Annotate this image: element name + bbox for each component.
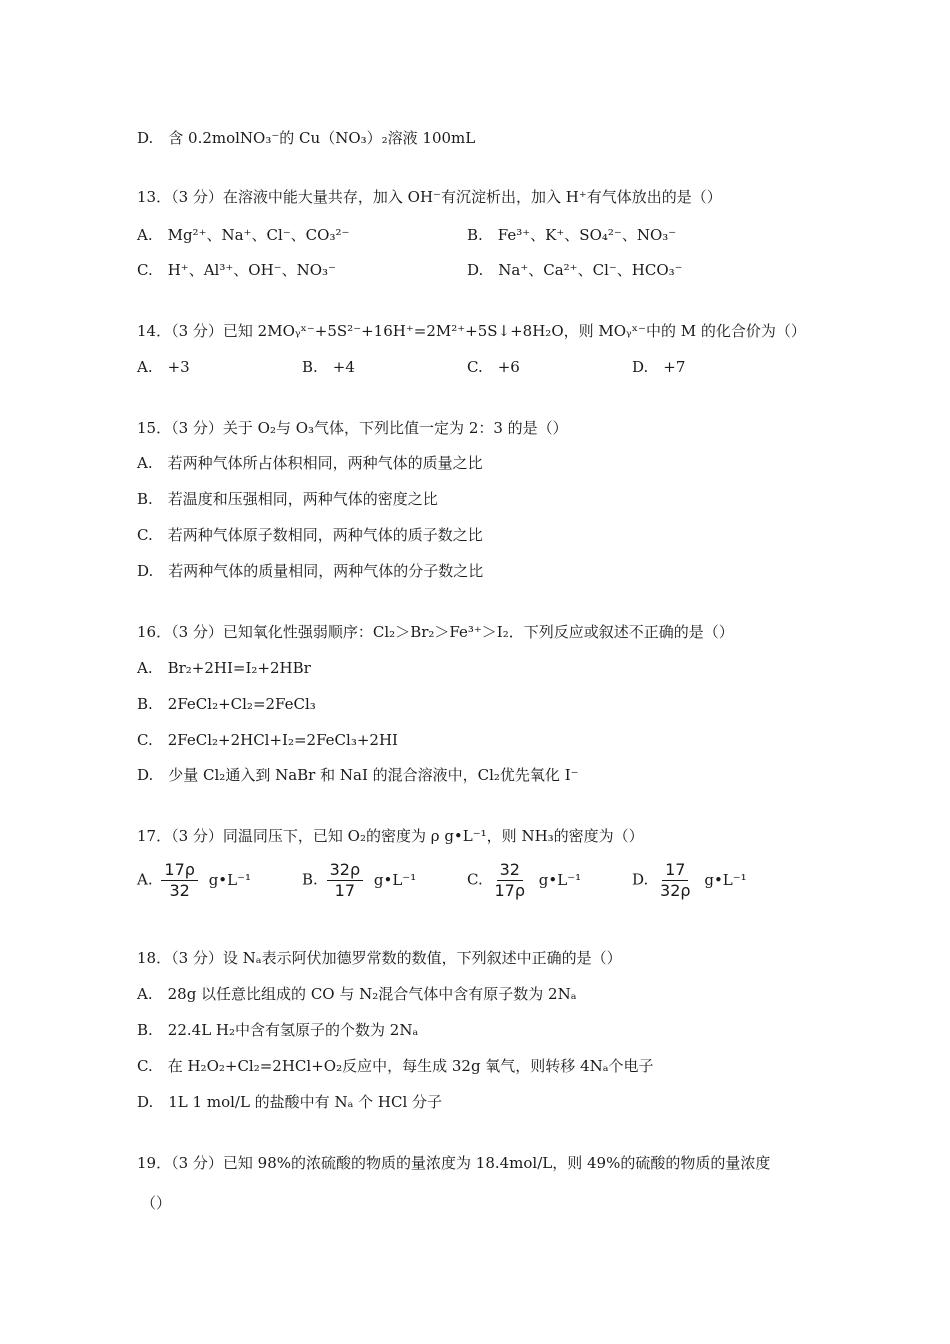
density-unit: g•L⁻¹ xyxy=(704,870,747,889)
question-19-stem: 19．（3 分）已知 98%的浓硫酸的物质的量浓度为 18.4mol/L，则 49%的硫酸的物质的量浓度 xyxy=(137,1154,771,1172)
question-14-stem: 14．（3 分）已知 2MOᵧˣ⁻+5S²⁻+16H⁺=2M²⁺+5S↓+8H₂O，则 MOᵧˣ⁻中的 M 的化合价为（） xyxy=(137,322,806,340)
fraction xyxy=(327,860,364,901)
density-unit: g•L⁻¹ xyxy=(538,870,582,889)
fraction xyxy=(492,860,529,901)
question-16-option-a: A. Br₂+2HI=I₂+2HBr xyxy=(137,659,311,677)
question-17-option-b xyxy=(302,860,416,901)
fraction-numerator: 17 xyxy=(662,860,688,881)
question-16-option-d: D. 少量 Cl₂通入到 NaBr 和 NaI 的混合溶液中，Cl₂优先氧化 I⁻ xyxy=(137,766,579,784)
question-16-option-b: B. 2FeCl₂+Cl₂=2FeCl₃ xyxy=(137,695,316,713)
fraction-denominator: 17 xyxy=(334,881,356,900)
density-unit: g•L⁻¹ xyxy=(208,870,252,889)
fraction-denominator: 32 xyxy=(169,881,190,900)
question-15-option-c: C. 若两种气体原子数相同，两种气体的质子数之比 xyxy=(137,526,483,544)
question-18-option-c: C. 在 H₂O₂+Cl₂=2HCl+O₂反应中，每生成 32g 氧气，则转移 4Nₐ个电子 xyxy=(137,1057,654,1075)
fraction-numerator: 17ρ xyxy=(161,860,198,881)
option-label: B. xyxy=(302,870,318,889)
question-18-option-a: A. 28g 以任意比组成的 CO 与 N₂混合气体中含有原子数为 2Nₐ xyxy=(137,985,577,1003)
question-16-option-c: C. 2FeCl₂+2HCl+I₂=2FeCl₃+2HI xyxy=(137,731,398,749)
question-15-option-d: D. 若两种气体的质量相同，两种气体的分子数之比 xyxy=(137,562,484,580)
question-14-option-a: A. +3 xyxy=(137,358,190,376)
question-13-option-d: D. Na⁺、Ca²⁺、Cl⁻、HCO₃⁻ xyxy=(467,261,683,279)
question-17-stem: 17．（3 分）同温同压下，已知 O₂的密度为 ρ g•L⁻¹，则 NH₃的密度为（） xyxy=(137,827,644,845)
fraction xyxy=(161,860,198,901)
question-18-option-b: B. 22.4L H₂中含有氢原子的个数为 2Nₐ xyxy=(137,1021,419,1039)
fraction-denominator: 32ρ xyxy=(660,881,691,900)
question-13-option-b: B. Fe³⁺、K⁺、SO₄²⁻、NO₃⁻ xyxy=(467,226,677,244)
question-18-option-d: D. 1L 1 mol/L 的盐酸中有 Nₐ 个 HCl 分子 xyxy=(137,1093,443,1111)
question-15-stem: 15．（3 分）关于 O₂与 O₃气体，下列比值一定为 2：3 的是（） xyxy=(137,419,568,437)
question-17-option-d xyxy=(632,860,747,901)
question-15-option-a: A. 若两种气体所占体积相同，两种气体的质量之比 xyxy=(137,454,483,472)
question-12-option-d: D. 含 0.2molNO₃⁻的 Cu（NO₃）₂溶液 100mL xyxy=(137,129,476,147)
fraction-numerator: 32 xyxy=(497,860,523,881)
question-13-option-a: A. Mg²⁺、Na⁺、Cl⁻、CO₃²⁻ xyxy=(137,226,350,244)
question-13-option-c: C. H⁺、Al³⁺、OH⁻、NO₃⁻ xyxy=(137,261,336,279)
question-17-option-c xyxy=(467,860,581,901)
question-14-option-b: B. +4 xyxy=(302,358,355,376)
fraction xyxy=(657,860,694,901)
question-14-option-c: C. +6 xyxy=(467,358,520,376)
question-16-stem: 16．（3 分）已知氧化性强弱顺序：Cl₂＞Br₂＞Fe³⁺＞I₂．下列反应或叙述不正确的是（） xyxy=(137,623,734,641)
density-unit: g•L⁻¹ xyxy=(373,870,417,889)
question-17-option-a xyxy=(137,860,251,901)
question-15-option-b: B. 若温度和压强相同，两种气体的密度之比 xyxy=(137,490,438,508)
question-19-stem-continued: （） xyxy=(141,1194,172,1212)
option-label: D. xyxy=(632,870,649,889)
fraction-numerator: 32ρ xyxy=(327,860,364,881)
option-label: C. xyxy=(467,870,483,889)
question-14-option-d: D. +7 xyxy=(632,358,686,376)
question-13-stem: 13．（3 分）在溶液中能大量共存，加入 OH⁻有沉淀析出，加入 H⁺有气体放出的是（） xyxy=(137,188,722,206)
question-18-stem: 18．（3 分）设 Nₐ表示阿伏加德罗常数的数值，下列叙述中正确的是（） xyxy=(137,949,622,967)
fraction-denominator: 17ρ xyxy=(494,881,526,900)
option-label: A. xyxy=(137,870,153,889)
